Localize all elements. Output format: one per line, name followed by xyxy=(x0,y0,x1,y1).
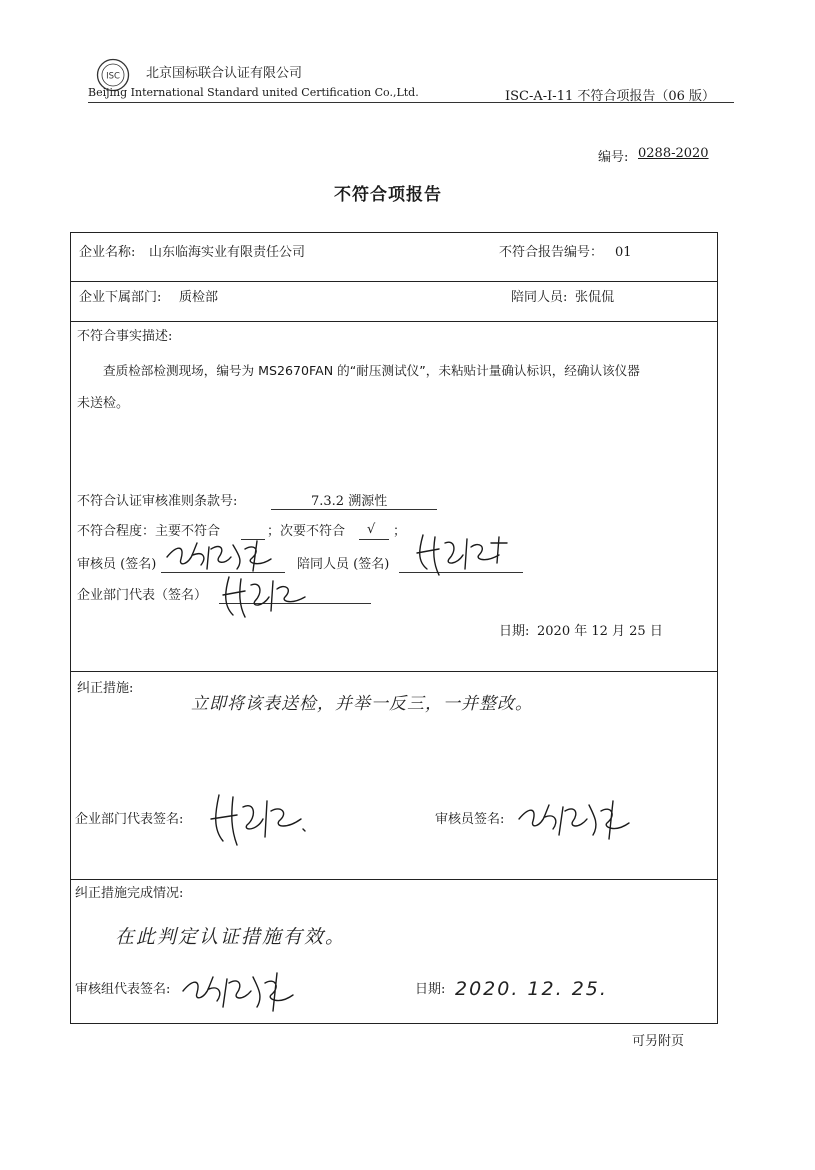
accompany-value: 张侃侃 xyxy=(575,290,615,305)
auditor-sign-label: 审核员 (签名) xyxy=(77,557,157,572)
facts-line-1: 查质检部检测现场，编号为 MS2670FAN 的“耐压测试仪”，未粘贴计量确认标识，经确认该仪器 xyxy=(103,363,640,378)
corrective-label: 纠正措施: xyxy=(77,681,134,696)
completion-label: 纠正措施完成情况: xyxy=(75,886,184,901)
corrective-text: 立即将该表送检，并举一反三，一并整改。 xyxy=(191,694,533,714)
degree-minor-checkmark: √ xyxy=(367,522,376,537)
company-name-value: 山东临海实业有限责任公司 xyxy=(149,245,306,260)
row-divider xyxy=(71,321,717,322)
accompany-label: 陪同人员: xyxy=(511,290,568,305)
auditor-signature-icon xyxy=(163,535,281,575)
completion-text: 在此判定认证措施有效。 xyxy=(115,926,347,948)
document-code: ISC-A-I-11 不符合项报告（06 版） xyxy=(505,89,716,104)
company-name-cn: 北京国标联合认证有限公司 xyxy=(146,66,303,81)
report-no-value: 01 xyxy=(615,245,632,260)
department-label: 企业下属部门: xyxy=(79,290,162,305)
rep-signature-icon xyxy=(217,573,317,621)
logo-text: ISC xyxy=(106,71,120,82)
company-name-en: Beijing International Standard united Certification Co.,Ltd. xyxy=(88,86,419,99)
report-number-label: 编号: xyxy=(598,150,629,165)
rep-sign-label: 企业部门代表（签名） xyxy=(77,588,208,603)
row-divider xyxy=(71,671,717,672)
clause-label: 不符合认证审核准则条款号: xyxy=(77,494,238,509)
date2-value: 2020. 12. 25. xyxy=(455,978,608,1000)
accompany-sign-label: 陪同人员 (签名) xyxy=(297,557,390,572)
report-number-value: 0288-2020 xyxy=(638,146,709,161)
department-value: 质检部 xyxy=(179,290,219,305)
row-divider xyxy=(71,879,717,880)
date-value: 2020 年 12 月 25 日 xyxy=(537,624,663,639)
auditor-signature2-icon xyxy=(515,797,635,843)
report-no-label: 不符合报告编号： xyxy=(499,245,604,260)
date-label: 日期: xyxy=(499,624,530,639)
facts-label: 不符合事实描述: xyxy=(77,329,173,344)
team-rep-signature-icon xyxy=(179,969,299,1015)
facts-line-2: 未送检。 xyxy=(77,396,130,411)
rep-signature2-icon xyxy=(205,789,315,849)
degree-end: ； xyxy=(393,524,407,539)
footer-note: 可另附页 xyxy=(632,1034,685,1049)
page-title: 不符合项报告 xyxy=(334,185,442,205)
degree-label: 不符合程度：主要不符合 xyxy=(77,524,221,539)
nonconformity-form xyxy=(70,232,718,1024)
company-name-label: 企业名称: xyxy=(79,245,136,260)
date2-label: 日期: xyxy=(415,982,446,997)
header-divider xyxy=(88,102,734,103)
row-divider xyxy=(71,281,717,282)
degree-minor-label: ；次要不符合 xyxy=(267,524,346,539)
auditor-sign2-label: 审核员签名: xyxy=(435,812,505,827)
accompany-signature-icon xyxy=(409,529,527,579)
team-rep-label: 审核组代表签名: xyxy=(75,982,171,997)
clause-value: 7.3.2 溯源性 xyxy=(311,494,388,509)
rep-sign2-label: 企业部门代表签名: xyxy=(75,812,184,827)
